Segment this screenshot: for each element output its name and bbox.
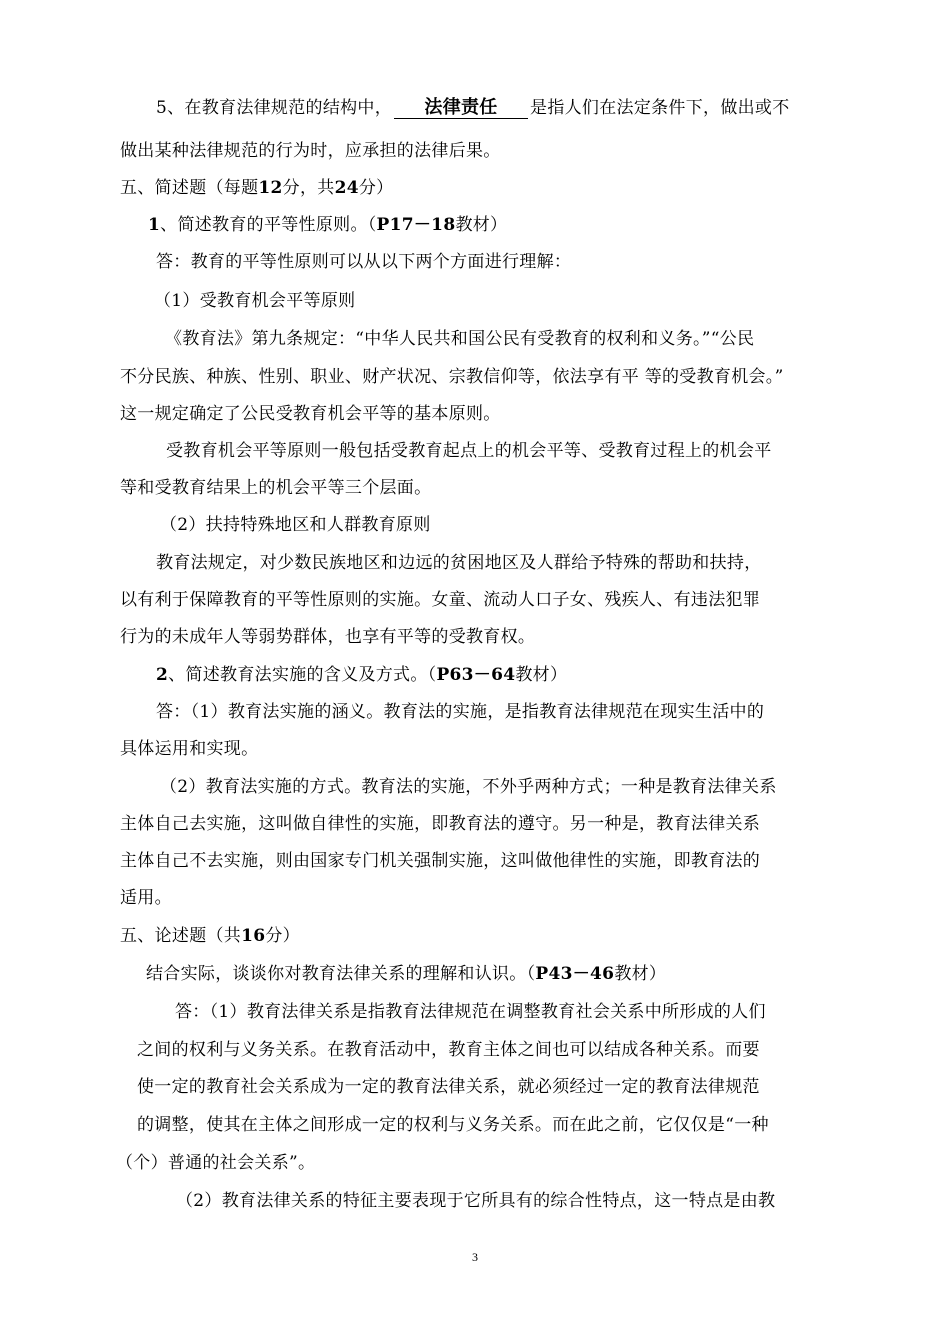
page-number: 3 — [472, 1250, 478, 1264]
section-heading-short-answer: 五、简述题（每题12分，共24分） — [120, 178, 394, 198]
sq1-p1-line5: 等和受教育结果上的机会平等三个层面。 — [120, 478, 432, 498]
sq1-point1-title: （1）受教育机会平等原则 — [154, 291, 356, 311]
sq1-p1-line1: 《教育法》第九条规定：“中华人民共和国公民有受教育的权利和义务。”“公民 — [165, 329, 755, 349]
sq1-p2-line3: 行为的未成年人等弱势群体，也享有平等的受教育权。 — [120, 627, 536, 647]
answer-blank: 法律责任 — [394, 98, 528, 119]
q5-suffix: 是指人们在法定条件下，做出或不 — [530, 98, 790, 118]
eq-a-line5: （个）普通的社会关系”。 — [116, 1153, 316, 1173]
eq-a-line1: 答：（1）教育法律关系是指教育法律规范在调整教育社会关系中所形成的人们 — [175, 1002, 766, 1022]
eq-a-line2: 之间的权利与义务关系。在教育活动中，教育主体之间也可以结成各种关系。而要 — [137, 1040, 760, 1060]
eq-a-line3: 使一定的教育社会关系成为一定的教育法律关系，就必须经过一定的教育法律规范 — [137, 1077, 760, 1097]
sq1-point2-title: （2）扶持特殊地区和人群教育原则 — [160, 515, 431, 535]
short-question-1: 1、简述教育的平等性原则。（P17－18教材） — [148, 215, 508, 235]
question-5-line1 — [156, 97, 790, 119]
sq1-p1-line3: 这一规定确定了公民受教育机会平等的基本原则。 — [120, 404, 501, 424]
essay-question: 结合实际，谈谈你对教育法律关系的理解和认识。（P43－46教材） — [146, 964, 667, 984]
question-5-line2: 做出某种法律规范的行为时，应承担的法律后果。 — [120, 141, 501, 161]
sq1-p1-line4: 受教育机会平等原则一般包括受教育起点上的机会平等、受教育过程上的机会平 — [166, 441, 772, 461]
section-heading-essay: 五、论述题（共16分） — [120, 926, 300, 946]
sq2-b-line2: 主体自己去实施，这叫做自律性的实施，即教育法的遵守。另一种是，教育法律关系 — [120, 814, 761, 834]
eq-b-line1: （2）教育法律关系的特征主要表现于它所具有的综合性特点，这一特点是由教 — [176, 1191, 776, 1211]
sq1-p2-line2: 以有利于保障教育的平等性原则的实施。女童、流动人口子女、残疾人、有违法犯罪 — [120, 590, 761, 610]
sq2-a-line1: 答：（1）教育法实施的涵义。教育法的实施，是指教育法律规范在现实生活中的 — [156, 702, 765, 722]
sq1-p1-line2: 不分民族、种族、性别、职业、财产状况、宗教信仰等，依法享有平 等的受教育机会。” — [120, 367, 784, 387]
eq-a-line4: 的调整，使其在主体之间形成一定的权利与义务关系。而在此之前，它仅仅是“一种 — [137, 1115, 769, 1135]
sq2-a-line2: 具体运用和实现。 — [120, 739, 259, 759]
short-question-2: 2、简述教育法实施的含义及方式。（P63－64教材） — [156, 665, 568, 685]
sq1-p2-line1: 教育法规定，对少数民族地区和边远的贫困地区及人群给予特殊的帮助和扶持， — [156, 553, 762, 573]
sq2-b-line1: （2）教育法实施的方式。教育法的实施，不外乎两种方式；一种是教育法律关系 — [160, 777, 777, 797]
q5-prefix: 5、在教育法律规范的结构中， — [156, 98, 393, 118]
sq2-b-line4: 适用。 — [120, 888, 172, 908]
sq1-answer-intro: 答：教育的平等性原则可以从以下两个方面进行理解： — [156, 252, 572, 272]
sq2-b-line3: 主体自己不去实施，则由国家专门机关强制实施，这叫做他律性的实施，即教育法的 — [120, 851, 761, 871]
